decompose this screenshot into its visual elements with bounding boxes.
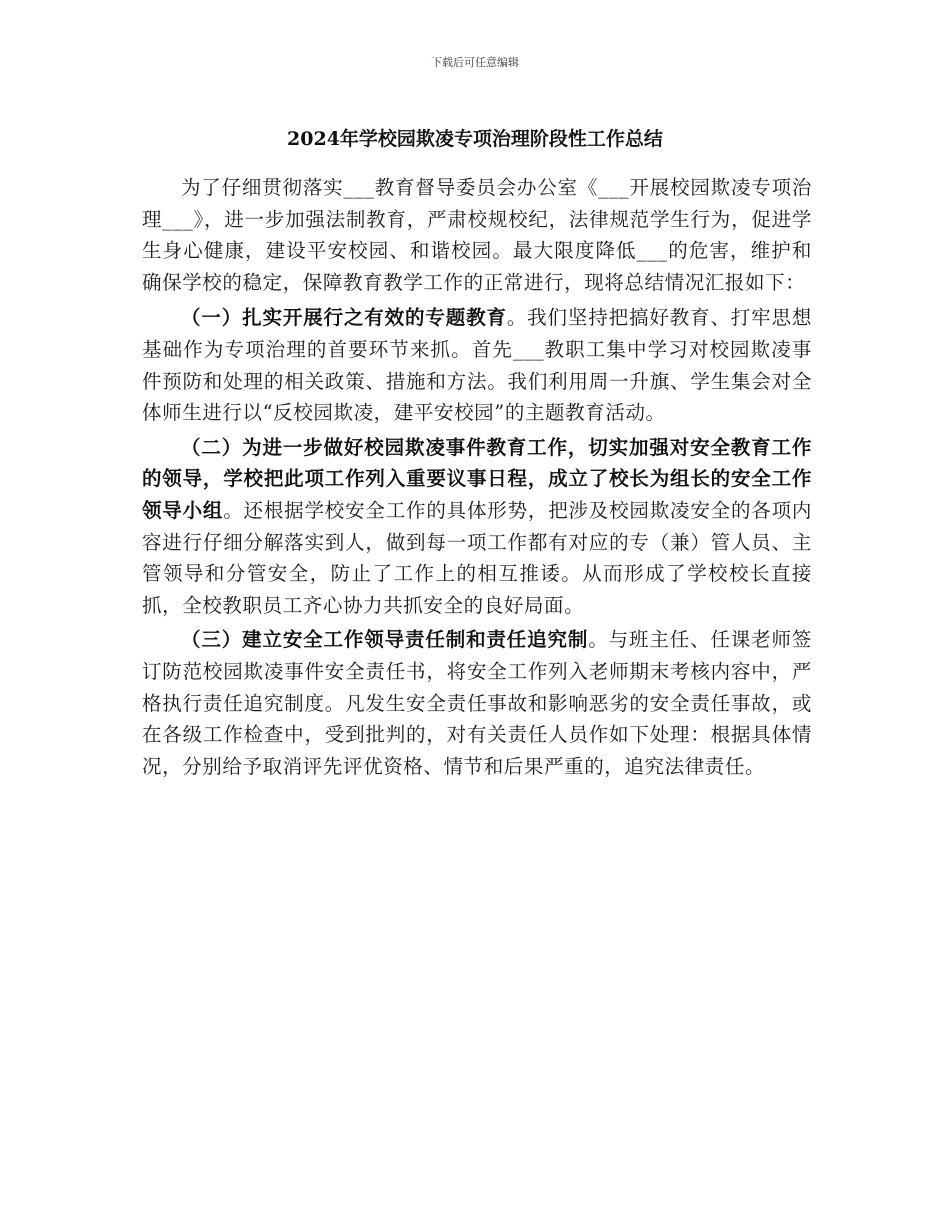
paragraph-text: 。还根据学校安全工作的具体形势，把涉及校园欺凌安全的各项内容进行仔细分解落实到人，做到每一项工作都有对应的专（兼）管人员、主管领导和分管安全，防止了工作上的相互推诿。从而形成了学校校长直接抓，全校教职员工齐心协力共抓安全的良好局面。	[142, 498, 813, 617]
section-heading: （三）建立安全工作领导责任制和责任追究制	[181, 628, 589, 652]
paragraph-section-3	[142, 624, 812, 782]
paragraph-text: 。与班主任、任课老师签订防范校园欺凌事件安全责任书，将安全工作列入老师期末考核内容中，严格执行责任追究制度。凡发生安全责任事故和影响恶劣的安全责任事故，或在各级工作检查中，受到批判的，对有关责任人员作如下处理：根据具体情况，分别给予取消评先评优资格、情节和后果严重的，追究法律责任。	[142, 628, 812, 778]
paragraph-text: 。我们坚持把搞好教育、打牢思想基础作为专项治理的首要环节来抓。首先___教职工集中学习对校园欺凌事件预防和处理的相关政策、措施和方法。我们利用周一升旗、学生集会对全体师生进行以“反校园欺凌，建平安校园”的主题教育活动。	[142, 306, 812, 425]
paragraph-section-1	[142, 302, 812, 428]
document-title: 2024年学校园欺凌专项治理阶段性工作总结	[287, 128, 663, 150]
paragraph-section-2	[142, 432, 812, 622]
paragraph-text: 为了仔细贯彻落实___教育督导委员会办公室《___开展校园欺凌专项治理___》，进一步加强法制教育，严肃校规校纪，法律规范学生行为，促进学生身心健康，建设平安校园、和谐校园。最大限度降低___的危害，维护和确保学校的稳定，保障教育教学工作的正常进行，现将总结情况汇报如下：	[142, 176, 812, 294]
paragraph-intro	[142, 172, 812, 298]
section-heading: （二）为进一步做好校园欺凌事件教育工作，切实加强对安全教育工作的领导，学校把此项工作列入重要议事日程，成立了校长为组长的安全工作领导小组	[142, 435, 812, 522]
header-note: 下载后可任意编辑	[431, 56, 519, 69]
document-body	[142, 172, 812, 785]
section-heading: （一）扎实开展行之有效的专题教育	[181, 306, 507, 330]
